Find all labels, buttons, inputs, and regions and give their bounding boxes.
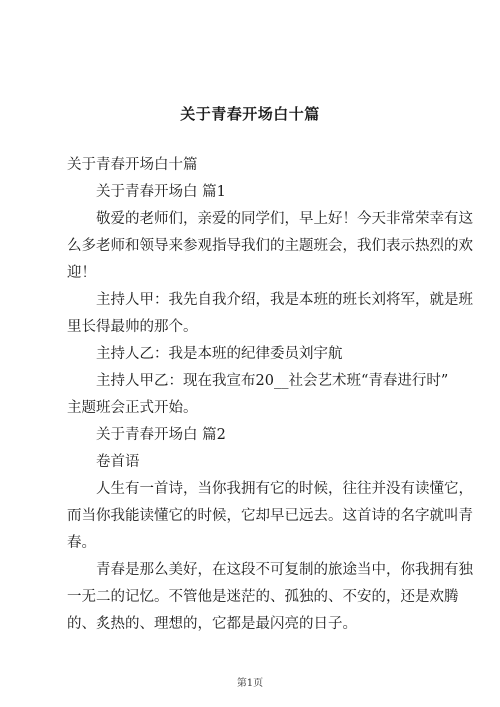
paragraph-line: 主题班会正式开始。 [67,400,198,416]
paragraph-line: 一无二的记忆。不管他是迷茫的、孤独的、不安的，还是欢腾 [67,589,459,605]
section-1-paragraph-2 [67,287,473,341]
paragraph-line: 青春是那么美好，在这段不可复制的旅途当中，你我拥有独 [96,562,473,578]
paragraph-line: 春。 [67,535,96,551]
section-2-paragraph-1 [67,476,473,557]
paragraph-line: 主持人甲：我先自我介绍，我是本班的班长刘将军，就是班 [96,292,473,308]
section-2-heading: 关于青春开场白 篇2 [96,427,226,443]
section-1-paragraph-3 [67,341,447,368]
document-heading: 关于青春开场白十篇 [67,157,198,173]
paragraph-line: 里长得最帅的那个。 [67,319,198,335]
section-2-subheading: 卷首语 [96,454,140,470]
paragraph-line: 么多老师和领导来参观指导我们的主题班会，我们表示热烈的欢 [67,238,473,254]
paragraph-line: 的、炙热的、理想的，它都是最闪亮的日子。 [67,616,357,632]
section-2-paragraph-2 [67,557,473,638]
paragraph-line: 主持人甲乙：现在我宣布20__社会艺术班“青春进行时” [96,373,449,389]
section-1-heading: 关于青春开场白 篇1 [96,184,226,200]
document-body [67,152,473,638]
paragraph-line: 人生有一首诗，当你我拥有它的时候，往往并没有读懂它， [96,481,473,497]
paragraph-line: 迎！ [67,265,96,281]
page-number: 第1页 [236,678,264,689]
paragraph-line: 而当你我能读懂它的时候，它却早已远去。这首诗的名字就叫青 [67,508,473,524]
section-1-paragraph-4 [67,368,447,422]
section-1-paragraph-1 [67,206,473,287]
document-title: 关于青春开场白十篇 [180,105,320,123]
paragraph-line: 主持人乙：我是本班的纪律委员刘宇航 [96,346,343,362]
paragraph-line: 敬爱的老师们，亲爱的同学们，早上好！今天非常荣幸有这 [96,211,473,227]
